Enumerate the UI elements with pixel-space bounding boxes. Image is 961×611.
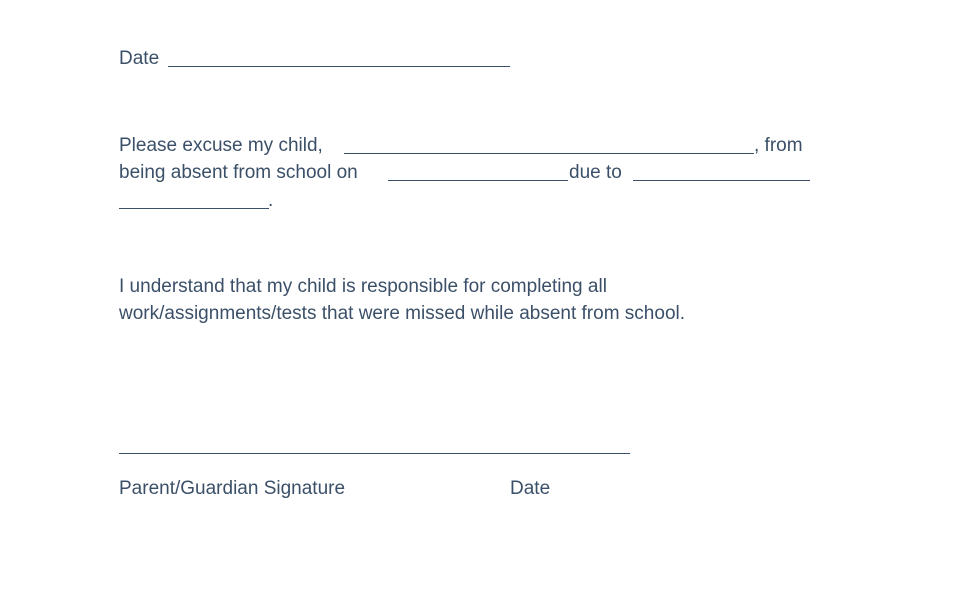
child-name-blank[interactable] — [344, 153, 754, 154]
due-to-text: due to — [569, 162, 622, 183]
signature-line[interactable] — [119, 453, 630, 454]
responsibility-line-2: work/assignments/tests that were missed while absent from school. — [119, 303, 686, 324]
absence-date-blank[interactable] — [388, 180, 568, 181]
date-blank[interactable] — [168, 66, 510, 67]
end-period: . — [268, 190, 274, 211]
absent-date-text: being absent from school on — [119, 162, 358, 183]
reason-continued-blank[interactable] — [119, 208, 269, 209]
excuse-from-text: , from — [754, 135, 803, 156]
signature-date-label: Date — [510, 478, 551, 499]
excuse-prefix: Please excuse my child, — [119, 135, 323, 156]
reason-blank[interactable] — [633, 180, 810, 181]
signature-label: Parent/Guardian Signature — [119, 478, 346, 499]
date-label: Date — [119, 48, 160, 69]
responsibility-line-1: I understand that my child is responsible for completing all — [119, 276, 607, 297]
